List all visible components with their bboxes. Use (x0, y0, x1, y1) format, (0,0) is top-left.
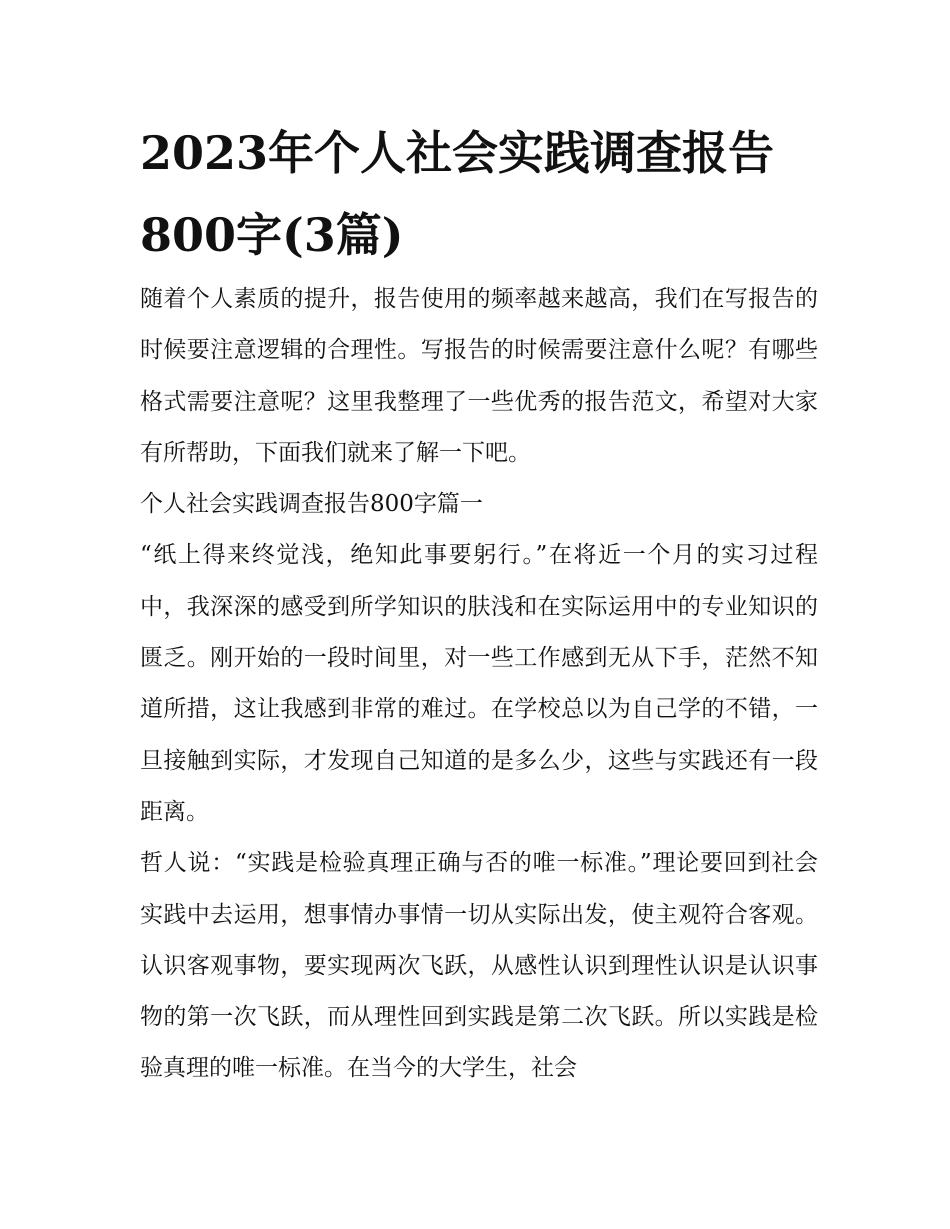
intro-paragraph: 随着个人素质的提升，报告使用的频率越来越高，我们在写报告的时候要注意逻辑的合理性。写报告的时候需要注意什么呢？有哪些格式需要注意呢？这里我整理了一些优秀的报告范文，希望对大家有所帮助，下面我们就来了解一下吧。 (140, 286, 818, 466)
document-title: 2023年个人社会实践调查报告800字(3篇) (140, 126, 775, 262)
section-heading: 个人社会实践调查报告800字篇一 (140, 491, 483, 518)
body-paragraph-1: “纸上得来终觉浅，绝知此事要躬行。”在将近一个月的实习过程中，我深深的感受到所学知识的肤浅和在实际运用中的专业知识的匮乏。刚开始的一段时间里，对一些工作感到无从下手，茫然不知道所措，这让我感到非常的难过。在学校总以为自己学的不错，一旦接触到实际，才发现自己知道的是多么少，这些与实践还有一段距离。 (140, 542, 818, 825)
document-body (140, 274, 818, 1095)
body-paragraph-2: 哲人说：“实践是检验真理正确与否的唯一标准。”理论要回到社会实践中去运用，想事情办事情一切从实际出发，使主观符合客观。认识客观事物，要实现两次飞跃，从感性认识到理性认识是认识事物的第一次飞跃，而从理性回到实践是第二次飞跃。所以实践是检验真理的唯一标准。在当今的大学生，社会 (140, 850, 818, 1082)
